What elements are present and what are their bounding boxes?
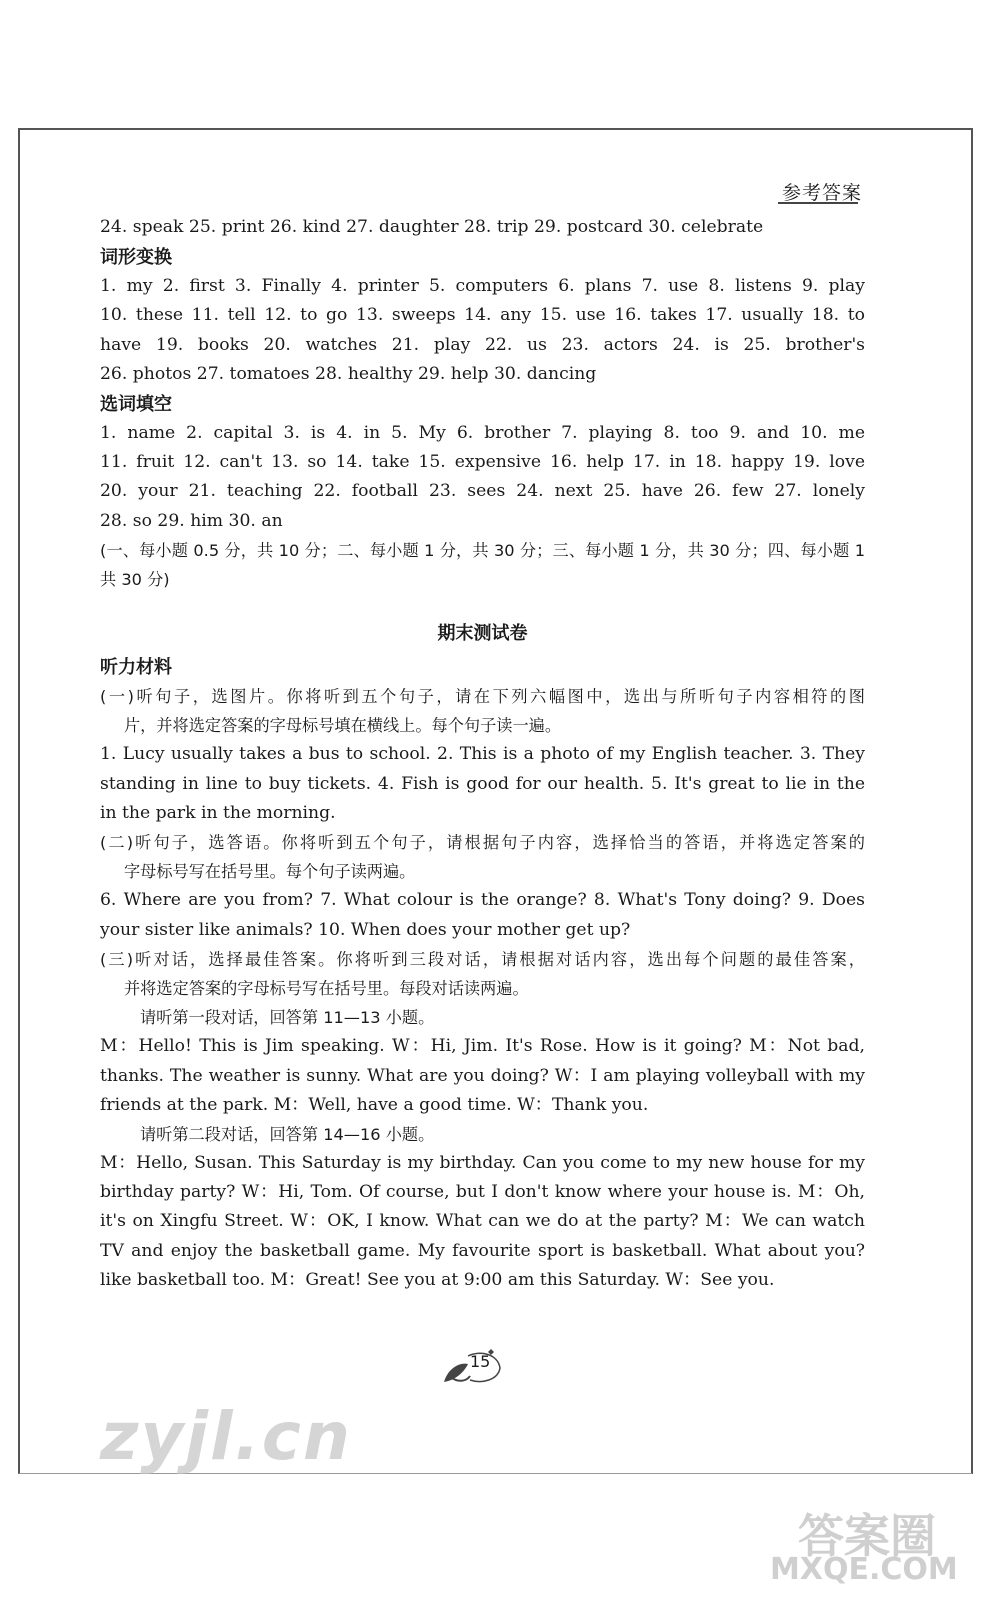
instruction-line: 片，并将选定答案的字母标号填在横线上。每个句子读一遍。 — [124, 716, 562, 736]
dialog-note: 请听第一段对话，回答第 11—13 小题。 — [140, 1008, 435, 1028]
transcript-line: in the park in the morning. — [100, 802, 336, 823]
answer-line: 26. photos 27. tomatoes 28. healthy 29. help 30. dancing — [100, 363, 597, 384]
answer-line: 24. speak 25. print 26. kind 27. daughter 28. trip 29. postcard 30. celebrate — [100, 217, 764, 237]
answer-line: 1. name 2. capital 3. is 4. in 5. My 6. brother 7. playing 8. too 9. and 10. me — [100, 422, 865, 443]
section-heading-word-forms: 词形变换 — [100, 247, 172, 269]
watermark-site — [770, 1500, 980, 1600]
answer-line: have 19. books 20. watches 21. play 22. us 23. actors 24. is 25. brother's — [100, 334, 865, 355]
instruction-line: 字母标号写在括号里。每个句子读两遍。 — [124, 862, 416, 882]
page-number — [438, 1348, 508, 1388]
transcript-line: like basketball too. M：Great! See you at 9:00 am this Saturday. W：See you. — [100, 1269, 775, 1290]
transcript-line: friends at the park. M：Well, have a good time. W：Thank you. — [100, 1094, 649, 1115]
instruction-line: 并将选定答案的字母标号写在括号里。每段对话读两遍。 — [124, 978, 529, 998]
transcript-line: M：Hello! This is Jim speaking. W：Hi, Jim. It's Rose. How is it going? M：Not bad, — [100, 1036, 865, 1057]
transcript-line: 1. Lucy usually takes a bus to school. 2. This is a photo of my English teacher. 3. They — [100, 744, 865, 765]
answer-line: 20. your 21. teaching 22. football 23. sees 24. next 25. have 26. few 27. lonely — [100, 481, 865, 502]
watermark-logo: zyjl.cn — [100, 1398, 352, 1475]
transcript-line: it's on Xingfu Street. W：OK, I know. What can we do at the party? M：We can watch — [100, 1211, 865, 1232]
instruction-line: (三)听对话，选择最佳答案。你将听到三段对话，请根据对话内容，选出每个问题的最佳答案， — [100, 949, 865, 969]
scoring-note: 共 30 分) — [100, 569, 170, 589]
transcript-line: standing in line to buy tickets. 4. Fish is good for our health. 5. It's great to lie in the — [100, 773, 865, 794]
transcript-line: your sister like animals? 10. When does your mother get up? — [100, 919, 631, 940]
instruction-line: (二)听句子，选答语。你将听到五个句子，请根据句子内容，选择恰当的答语，并将选定答案的 — [100, 833, 865, 852]
instruction-line: (一)听句子，选图片。你将听到五个句子，请在下列六幅图中，选出与所听句子内容相符的图 — [100, 687, 865, 707]
listening-heading: 听力材料 — [100, 657, 172, 679]
answer-line: 10. these 11. tell 12. to go 13. sweeps 14. any 15. use 16. takes 17. usually 18. to — [100, 305, 865, 326]
scoring-note: (一、每小题 0.5 分，共 10 分；二、每小题 1 分，共 30 分；三、每小题 1 分，共 30 分；四、每小题 1 — [100, 540, 865, 560]
transcript-line: birthday party? W：Hi, Tom. Of course, but I don't know where your house is. M：Oh, — [100, 1182, 865, 1203]
page-number-text: 15 — [470, 1352, 491, 1371]
header-label: 参考答案 — [781, 182, 862, 204]
answer-line: 1. my 2. first 3. Finally 4. printer 5. computers 6. plans 7. use 8. listens 9. play — [100, 276, 865, 297]
watermark-site-en: MXQE.COM — [770, 1552, 958, 1587]
exam-title: 期末测试卷 — [437, 623, 528, 645]
transcript-line: 6. Where are you from? 7. What colour is the orange? 8. What's Tony doing? 9. Does — [100, 890, 865, 911]
transcript-line: TV and enjoy the basketball game. My favourite sport is basketball. What about you? — [100, 1240, 865, 1261]
section-heading-fill-in: 选词填空 — [100, 393, 172, 415]
dialog-note: 请听第二段对话，回答第 14—16 小题。 — [140, 1124, 435, 1144]
answer-line: 28. so 29. him 30. an — [100, 510, 283, 531]
watermark-site-cn: 答案圈 — [798, 1509, 936, 1563]
transcript-line: M：Hello, Susan. This Saturday is my birthday. Can you come to my new house for my — [100, 1153, 865, 1174]
answer-line: 11. fruit 12. can't 13. so 14. take 15. expensive 16. help 17. in 18. happy 19. love — [100, 452, 865, 473]
transcript-line: thanks. The weather is sunny. What are you doing? W：I am playing volleyball with my — [100, 1065, 865, 1086]
header-rule — [778, 202, 858, 204]
page-content — [100, 213, 865, 1295]
